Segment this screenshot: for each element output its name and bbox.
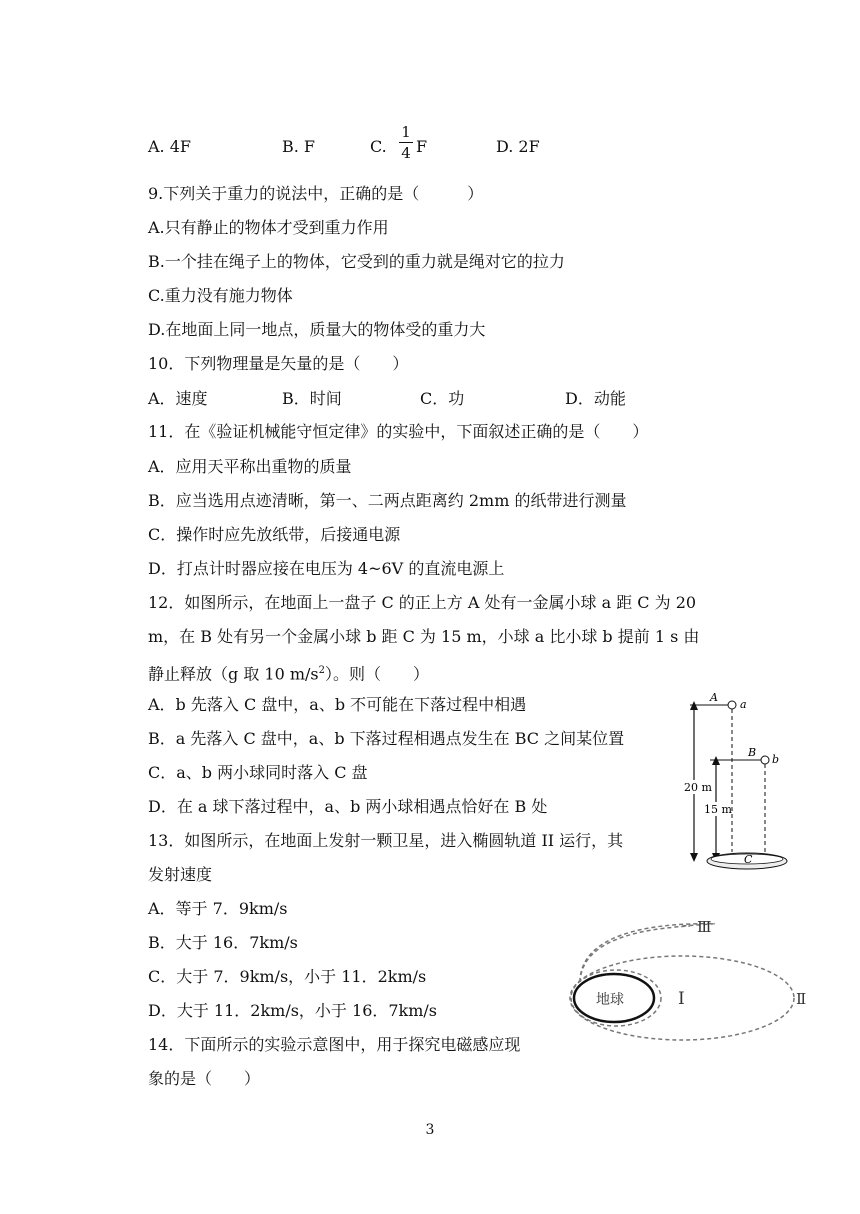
q8-option-b: B. F xyxy=(282,137,316,156)
ball-a xyxy=(728,701,736,709)
q12-falling-balls-figure xyxy=(680,690,790,880)
q13-stem-line1: 13．如图所示，在地面上发射一颗卫星，进入椭圆轨道 II 运行，其 xyxy=(148,831,624,850)
fig-label-20m: 20 m xyxy=(684,781,712,794)
orbit-iii-label: Ⅲ xyxy=(697,918,712,936)
earth-label: 地球 xyxy=(596,992,624,1008)
q11-option-c: C．操作时应先放纸带，后接通电源 xyxy=(148,525,401,544)
fig-label-A: A xyxy=(710,691,718,704)
q10-option-c: C．功 xyxy=(420,389,465,408)
q9-option-c: C.重力没有施力物体 xyxy=(148,286,293,305)
q12-option-b: B．a 先落入 C 盘中，a、b 下落过程相遇点发生在 BC 之间某位置 xyxy=(148,729,625,748)
q12-option-c: C．a、b 两小球同时落入 C 盘 xyxy=(148,763,368,782)
q8-option-c-fraction xyxy=(399,124,413,161)
q12-stem-line3-post: ）。则（ ） xyxy=(325,664,430,684)
q8-option-d: D. 2F xyxy=(496,137,540,156)
fig-label-a: a xyxy=(740,698,747,711)
q12-stem-line3 xyxy=(148,660,429,685)
q8-option-c-label: C. xyxy=(370,137,387,156)
q10-option-b: B．时间 xyxy=(282,389,342,408)
q13-orbit-figure xyxy=(560,912,820,1044)
q9-option-d: D.在地面上同一地点，质量大的物体受的重力大 xyxy=(148,320,486,339)
q11-option-b: B．应当选用点迹清晰，第一、二两点距离约 2mm 的纸带进行测量 xyxy=(148,491,627,510)
q12-stem-exponent: 2 xyxy=(318,665,326,676)
q14-stem-line1: 14．下面所示的实验示意图中，用于探究电磁感应现 xyxy=(148,1035,521,1054)
q14-stem-line2: 象的是（ ） xyxy=(148,1069,261,1088)
q12-option-d: D．在 a 球下落过程中，a、b 两小球相遇点恰好在 B 处 xyxy=(148,797,548,816)
q10-option-d: D．动能 xyxy=(565,389,626,408)
q13-stem-line2: 发射速度 xyxy=(148,865,213,884)
fig-label-B: B xyxy=(748,746,757,759)
ball-b xyxy=(761,756,769,764)
fraction-denominator: 4 xyxy=(401,144,411,162)
fig-label-15m: 15 m xyxy=(704,803,732,816)
q9-stem: 9.下列关于重力的说法中，正确的是（ ） xyxy=(148,184,484,203)
q8-option-c-unit: F xyxy=(416,137,428,156)
q9-option-b: B.一个挂在绳子上的物体，它受到的重力就是绳对它的拉力 xyxy=(148,252,565,271)
fig-label-C: C xyxy=(744,853,753,866)
q11-stem: 11．在《验证机械能守恒定律》的实验中，下面叙述正确的是（ ） xyxy=(148,422,649,441)
q12-stem-line2: m，在 B 处有另一个金属小球 b 距 C 为 15 m，小球 a 比小球 b 提前 1 s 由 xyxy=(148,627,700,646)
page-number: 3 xyxy=(425,1122,435,1138)
q12-stem-line1: 12．如图所示，在地面上一盘子 C 的正上方 A 处有一金属小球 a 距 C 为 20 xyxy=(148,593,697,612)
q12-option-a: A．b 先落入 C 盘中，a、b 不可能在下落过程中相遇 xyxy=(148,695,527,714)
q10-stem: 10．下列物理量是矢量的是（ ） xyxy=(148,354,409,373)
orbit-ii-label: Ⅱ xyxy=(796,990,807,1008)
fig-label-b: b xyxy=(772,753,780,766)
q11-option-d: D．打点计时器应接在电压为 4~6V 的直流电源上 xyxy=(148,559,505,578)
q10-option-a: A．速度 xyxy=(148,389,208,408)
q8-option-a: A. 4F xyxy=(148,137,192,156)
q13-option-c: C．大于 7．9km/s，小于 11．2km/s xyxy=(148,967,427,986)
q11-option-a: A．应用天平称出重物的质量 xyxy=(148,457,352,476)
q13-option-a: A．等于 7．9km/s xyxy=(148,899,288,918)
orbit-iii xyxy=(580,926,690,982)
fraction-numerator: 1 xyxy=(401,123,411,141)
fraction-bar xyxy=(399,142,413,143)
q12-stem-line3-pre: 静止释放（g 取 10 m/s xyxy=(148,664,319,684)
q13-option-b: B．大于 16．7km/s xyxy=(148,933,298,952)
q9-option-a: A.只有静止的物体才受到重力作用 xyxy=(148,218,389,237)
q13-option-d: D．大于 11．2km/s，小于 16．7km/s xyxy=(148,1001,438,1020)
orbit-i-label: Ⅰ xyxy=(678,989,685,1009)
